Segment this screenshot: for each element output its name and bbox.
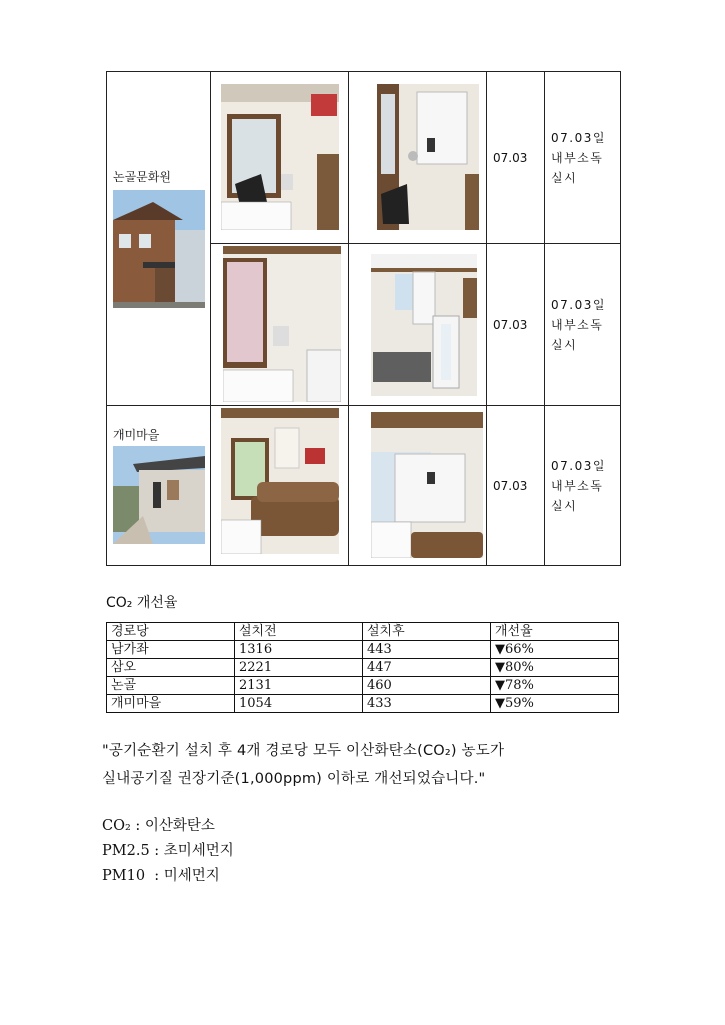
location-name: 논골문화원	[113, 170, 171, 184]
location-photo-building	[113, 446, 205, 544]
date-cell	[487, 244, 545, 406]
photo-cell	[211, 406, 349, 566]
disinfection-note	[545, 295, 620, 355]
note-cell	[545, 406, 621, 566]
cell-center: 삼오	[107, 659, 235, 677]
cell-before: 2131	[235, 677, 363, 695]
header-before: 설치전	[235, 623, 363, 641]
disinfection-note	[545, 128, 620, 188]
cell-center: 개미마을	[107, 695, 235, 713]
cell-after: 447	[363, 659, 491, 677]
cell-improvement: ▼59%	[491, 695, 619, 713]
quote-line-2: 실내공기질 권장기준(1,000ppm) 이하로 개선되었습니다."	[102, 771, 486, 787]
cell-center: 논골	[107, 677, 235, 695]
note-line: 실시	[551, 337, 578, 352]
definition-co2: CO₂ : 이산화탄소	[102, 818, 215, 834]
note-line: 실시	[551, 170, 578, 185]
header-after: 설치후	[363, 623, 491, 641]
photo-room-window	[221, 84, 339, 230]
table-row	[107, 695, 619, 713]
note-line: 07.03일	[551, 130, 606, 145]
photo-air-unit	[377, 84, 479, 230]
location-cell-gaemi	[107, 406, 211, 566]
cell-after: 443	[363, 641, 491, 659]
cell-after: 460	[363, 677, 491, 695]
cell-improvement: ▼80%	[491, 659, 619, 677]
cell-after: 433	[363, 695, 491, 713]
header-improvement: 개선율	[491, 623, 619, 641]
location-photo-building	[113, 190, 205, 308]
definition-pm10: PM10 : 미세먼지	[102, 868, 220, 884]
co2-improvement-table	[106, 622, 619, 713]
location-name: 개미마을	[113, 428, 160, 442]
cell-improvement: ▼78%	[491, 677, 619, 695]
definition-pm25: PM2.5 : 초미세먼지	[102, 843, 234, 859]
date-cell	[487, 72, 545, 244]
header-center: 경로당	[107, 623, 235, 641]
cell-improvement: ▼66%	[491, 641, 619, 659]
photo-cell	[349, 244, 487, 406]
table-row	[107, 641, 619, 659]
note-line: 07.03일	[551, 458, 606, 473]
term-definitions	[102, 814, 234, 889]
cell-before: 1316	[235, 641, 363, 659]
note-line: 07.03일	[551, 297, 606, 312]
location-cell-nongol	[107, 72, 211, 406]
install-date: 07.03	[493, 317, 528, 332]
disinfection-note	[545, 456, 620, 516]
photo-cell	[349, 72, 487, 244]
cell-before: 1054	[235, 695, 363, 713]
co2-table-caption: CO₂ 개선율	[106, 595, 178, 611]
photo-cell	[211, 72, 349, 244]
quote-line-1: "공기순환기 설치 후 4개 경로당 모두 이산화탄소(CO₂) 농도가	[102, 743, 505, 759]
photo-room-sofa	[221, 408, 339, 554]
install-date: 07.03	[493, 150, 528, 165]
note-line: 내부소독	[551, 478, 604, 493]
photo-air-unit	[371, 254, 477, 396]
table-row	[107, 659, 619, 677]
date-cell	[487, 406, 545, 566]
summary-quote	[102, 737, 504, 793]
table-header-row	[107, 623, 619, 641]
note-cell	[545, 72, 621, 244]
note-cell	[545, 244, 621, 406]
cell-center: 남가좌	[107, 641, 235, 659]
photo-cell	[211, 244, 349, 406]
table-row	[107, 677, 619, 695]
install-date: 07.03	[493, 478, 528, 493]
photo-table	[106, 71, 621, 566]
note-line: 실시	[551, 498, 578, 513]
photo-air-unit	[371, 412, 483, 558]
cell-before: 2221	[235, 659, 363, 677]
note-line: 내부소독	[551, 317, 604, 332]
photo-room-wall	[223, 246, 341, 402]
photo-cell	[349, 406, 487, 566]
note-line: 내부소독	[551, 150, 604, 165]
